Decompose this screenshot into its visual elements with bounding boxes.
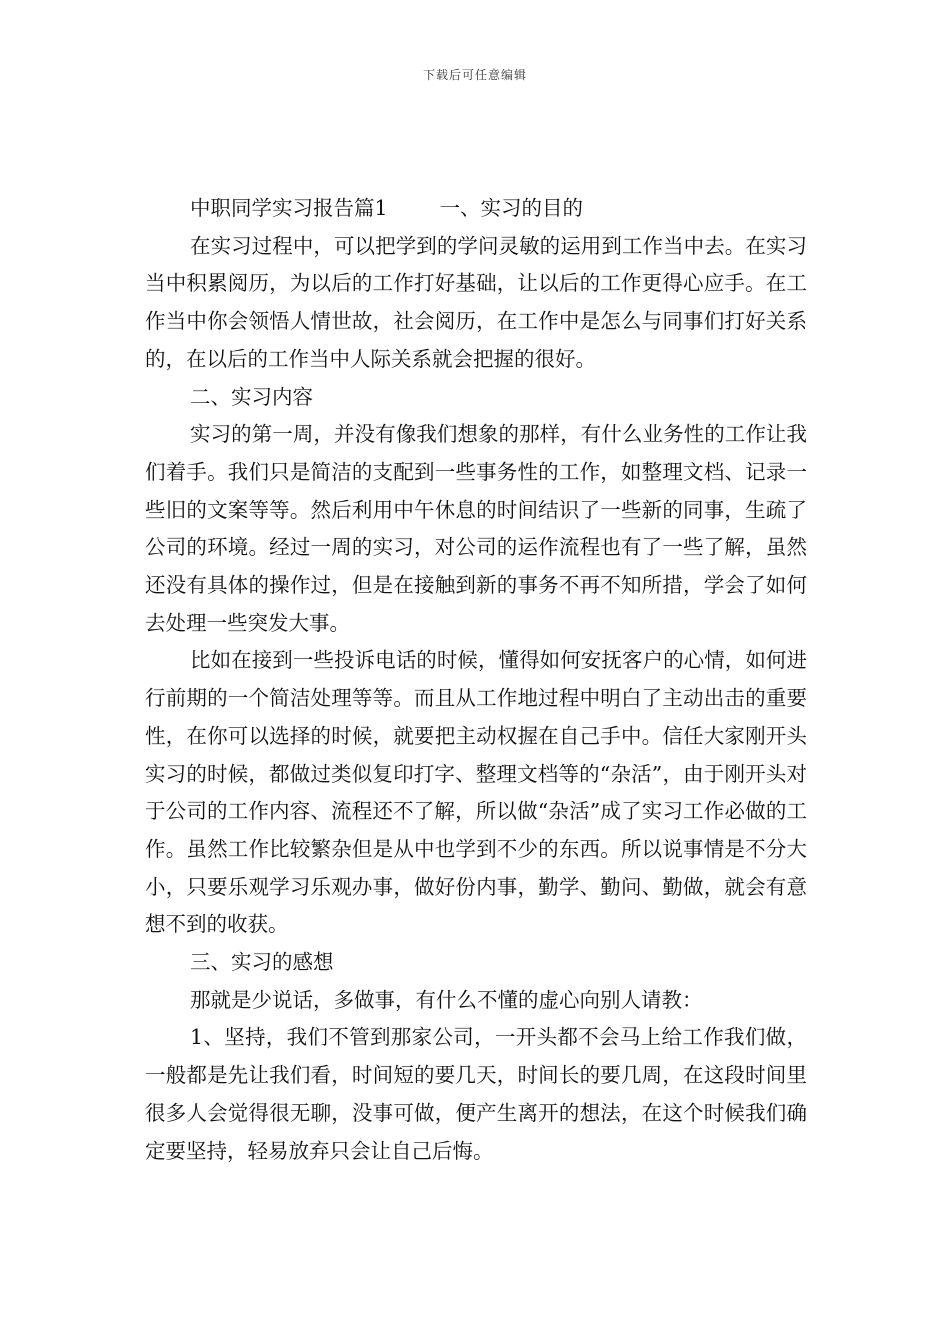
- page-header-note: 下载后可任意编辑: [422, 68, 527, 82]
- paragraph-example: 比如在接到一些投诉电话的时候，懂得如何安抚客户的心情，如何进行前期的一个简洁处理等等。而且从工作地过程中明白了主动出击的重要性，在你可以选择的时候，就要把主动权握在自己手中。信任大家刚开头实习的时候，都做过类似复印打字、整理文档等的“杂活”，由于刚开头对于公司的工作内容、流程还不了解，所以做“杂活”成了实习工作必做的工作。虽然工作比较繁杂但是从中也学到不少的东西。所以说事情是不分大小，只要乐观学习乐观办事，做好份内事，勤学、勤问、勤做，就会有意想不到的收获。: [145, 648, 807, 937]
- document-body: [145, 190, 807, 1170]
- document-title: 中职同学实习报告篇1: [190, 196, 388, 220]
- section-heading-content: 二、实习内容: [190, 384, 313, 409]
- paragraph-persist: 1、坚持，我们不管到那家公司，一开头都不会马上给工作我们做，一般都是先让我们看，时间短的要几天，时间长的要几周，在这段时间里很多人会觉得很无聊，没事可做，便产生离开的想法，在这个时候我们确定要坚持，轻易放弃只会让自己后悔。: [145, 1025, 807, 1163]
- paragraph-advice: 那就是少说话，多做事，有什么不懂的虚心向别人请教：: [190, 987, 703, 1012]
- section-heading-purpose: 一、实习的目的: [439, 196, 584, 220]
- paragraph-first-week: 实习的第一周，并没有像我们想象的那样，有什么业务性的工作让我们着手。我们只是简洁的支配到一些事务性的工作，如整理文档、记录一些旧的文案等等。然后利用中午休息的时间结识了一些新的同事，生疏了公司的环境。经过一周的实习，对公司的运作流程也有了一些了解，虽然还没有具体的操作过，但是在接触到新的事务不再不知所措，学会了如何去处理一些突发大事。: [145, 422, 807, 635]
- paragraph-purpose: 在实习过程中，可以把学到的学问灵敏的运用到工作当中去。在实习当中积累阅历，为以后的工作打好基础，让以后的工作更得心应手。在工作当中你会领悟人情世故，社会阅历，在工作中是怎么与同事们打好关系的，在以后的工作当中人际关系就会把握的很好。: [145, 233, 807, 371]
- title-line: [145, 190, 807, 228]
- section-heading-thoughts: 三、实习的感想: [190, 950, 334, 975]
